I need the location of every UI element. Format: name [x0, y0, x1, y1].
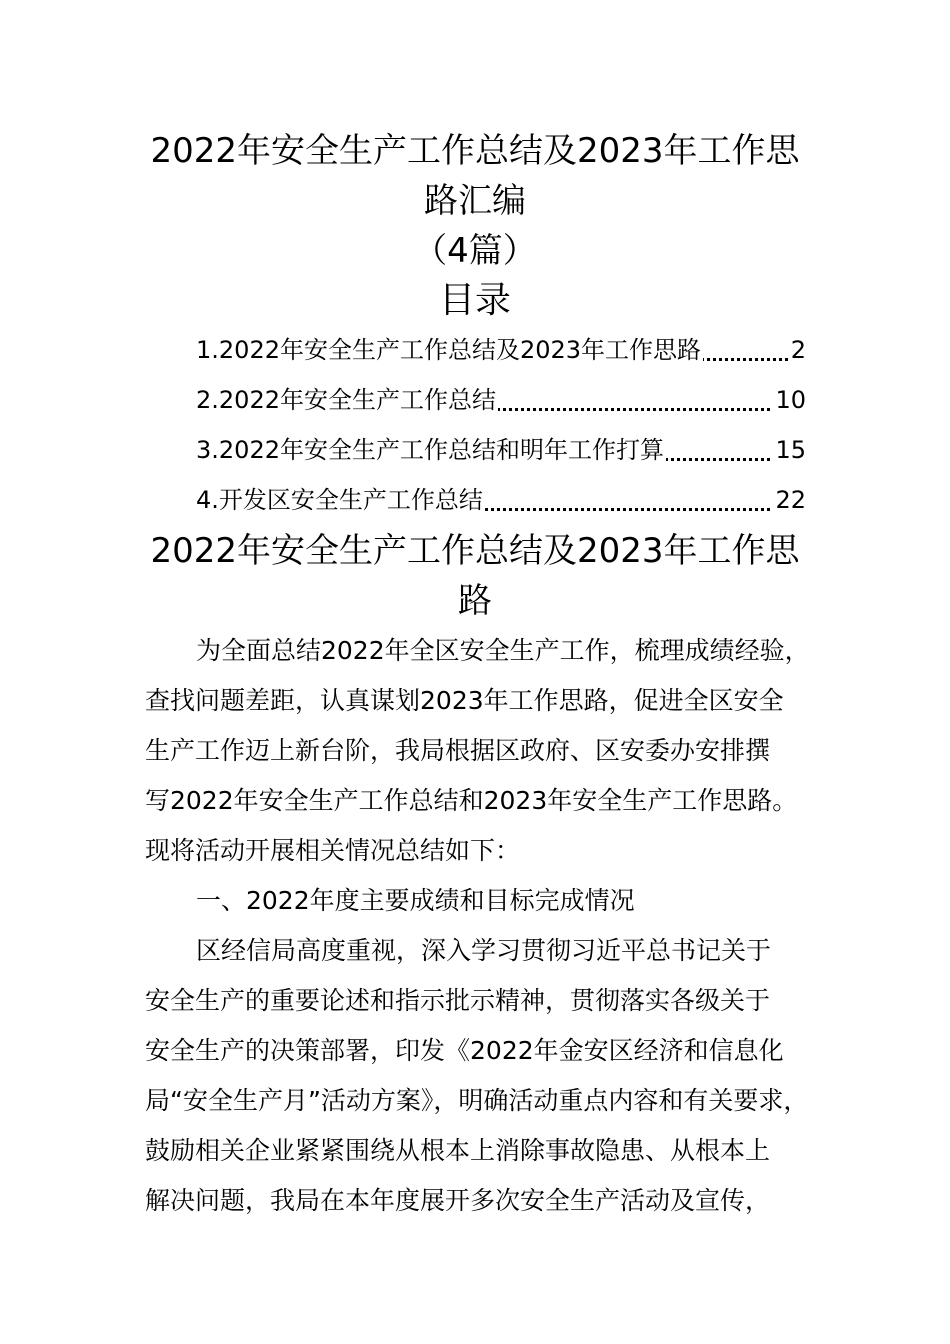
toc-entry-page: 10 [772, 380, 806, 420]
toc-entry-page: 2 [788, 330, 806, 370]
body-text-line: 鼓励相关企业紧紧围绕从根本上消除事故隐患、从根本上 [145, 1136, 771, 1165]
document-title-line-3: （4篇） [413, 231, 537, 271]
document-title-line-1: 2022年安全生产工作总结及2023年工作思 [150, 131, 800, 171]
body-text-line: 安全生产的决策部署，印发《2022年金安区经济和信息化 [145, 1036, 784, 1065]
body-text-line: 局“安全生产月”活动方案》，明确活动重点内容和有关要求， [145, 1086, 809, 1115]
section-title-line-2: 路 [458, 581, 492, 621]
body-text-line: 为全面总结2022年全区安全生产工作，梳理成绩经验， [196, 636, 810, 665]
toc-entry-page: 22 [772, 480, 806, 520]
body-text-line: 解决问题，我局在本年度展开多次安全生产活动及宣传， [145, 1186, 771, 1215]
body-text-line: 现将活动开展相关情况总结如下： [145, 836, 521, 865]
section-title-line-1: 2022年安全生产工作总结及2023年工作思 [150, 531, 800, 571]
document-title-line-2: 路汇编 [424, 181, 526, 221]
toc-heading: 目录 [438, 280, 511, 321]
toc-entry[interactable] [196, 480, 806, 520]
toc-entry-label: 2.2022年安全生产工作总结 [196, 380, 498, 420]
toc-entry[interactable] [196, 330, 806, 370]
body-text-line: 写2022年安全生产工作总结和2023年安全生产工作思路。 [145, 786, 798, 815]
toc-entry-label: 3.2022年安全生产工作总结和明年工作打算 [196, 430, 666, 470]
toc-entry-page: 15 [772, 430, 806, 470]
body-text-line: 查找问题差距，认真谋划2023年工作思路，促进全区安全 [145, 686, 784, 715]
toc-entry-label: 4.开发区安全生产工作总结 [196, 480, 485, 520]
body-text-line: 生产工作迈上新台阶，我局根据区政府、区安委办安排撰 [145, 736, 771, 765]
toc-entry-label: 1.2022年安全生产工作总结及2023年工作思路 [196, 330, 703, 370]
body-text-line: 安全生产的重要论述和指示批示精神，贯彻落实各级关于 [145, 986, 771, 1015]
subsection-heading: 一、2022年度主要成绩和目标完成情况 [196, 886, 635, 915]
body-text-line: 区经信局高度重视，深入学习贯彻习近平总书记关于 [196, 936, 772, 965]
toc-entry[interactable] [196, 430, 806, 470]
toc-entry[interactable] [196, 380, 806, 420]
